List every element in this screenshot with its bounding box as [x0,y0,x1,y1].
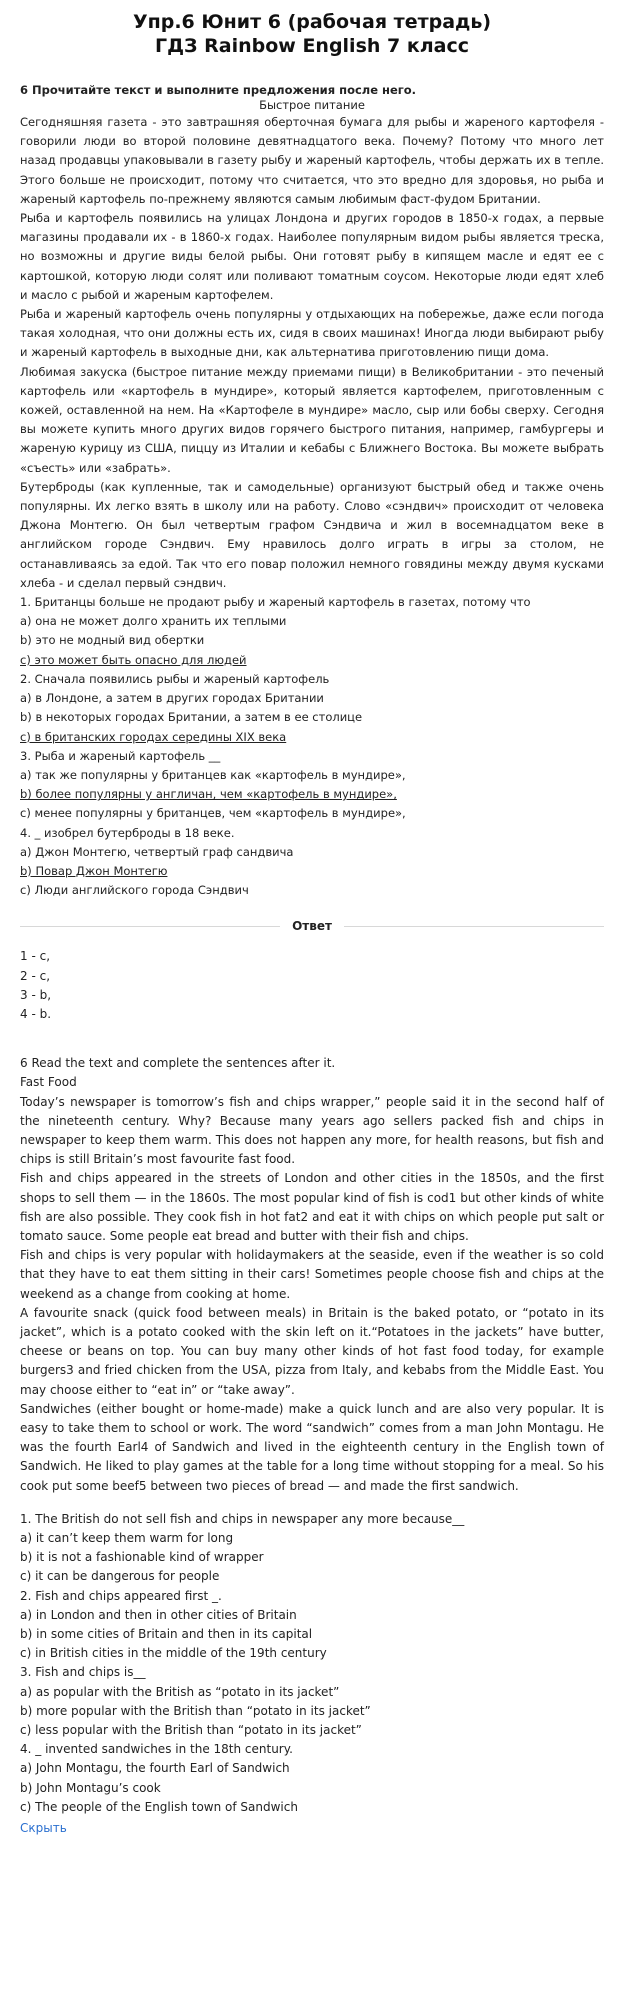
ru-option-correct: c) это может быть опасно для людей [20,652,247,667]
page-title-line-2: ГДЗ Rainbow English 7 класс [154,35,470,57]
en-paragraph: A favourite snack (quick food between meals) in Britain is the baked potato, or “potato in its jacket”, which is a potato cooked with the skin left on it.“Potatoes in the jackets” have butter, cheese or beans on top. You can buy many other kinds of hot fast food today, for example burgers3 and fried chicken from the USA, pizza from Italy, and kebabs from the Middle East. You may choose either to “eat in” or “take away”. [20,1305,604,1397]
page-title-line-1: Упр.6 Юнит 6 (рабочая тетрадь) [132,11,492,33]
en-option: c) The people of the English town of Sandwich [20,1799,298,1814]
en-option: a) in London and then in other cities of Britain [20,1607,297,1622]
answer-divider [20,919,604,933]
en-option: b) it is not a fashionable kind of wrapper [20,1550,264,1565]
en-option: b) John Montagu’s cook [20,1780,161,1795]
en-question: 1. The British do not sell fish and chips in newspaper any more because__ [20,1511,465,1526]
ru-task-heading: 6 Прочитайте текст и выполните предложения после него. [20,83,417,97]
en-option: b) in some cities of Britain and then in its capital [20,1627,313,1642]
ru-option: b) в некоторых городах Британии, а затем в ее столице [20,710,363,725]
spacer [20,1496,604,1510]
ru-option: c) Люди английского города Сэндвич [20,883,249,898]
ru-option: b) это не модный вид обертки [20,633,205,648]
ru-option: a) так же популярны у британцев как «картофель в мундире», [20,767,406,782]
en-option: c) less popular with the British than “potato in its jacket” [20,1723,362,1738]
en-option: a) as popular with the British as “potato in its jacket” [20,1684,340,1699]
divider-line [344,926,604,927]
answer-item: 4 - b. [20,1006,52,1021]
ru-question: 4. _ изобрел бутерброды в 18 веке. [20,825,235,840]
en-option: c) it can be dangerous for people [20,1569,220,1584]
answer-label: Ответ [292,919,332,934]
divider-line [20,926,280,927]
answer-item: 2 - c, [20,968,51,983]
en-option: a) John Montagu, the fourth Earl of Sandwich [20,1761,290,1776]
ru-option: a) Джон Монтегю, четвертый граф сандвича [20,844,294,859]
russian-section [20,83,604,900]
english-section [20,1054,604,1817]
ru-question: 1. Британцы больше не продают рыбу и жареный картофель в газетах, потому что [20,595,531,610]
ru-option-correct: b) Повар Джон Монтегю [20,863,168,878]
en-option: a) it can’t keep them warm for long [20,1531,234,1546]
ru-text-title: Быстрое питание [259,98,365,112]
en-text-title: Fast Food [20,1075,77,1090]
ru-paragraph: Рыба и картофель появились на улицах Лондона и других городов в 1850-х годах, а первые магазины продавали их - в 1860-х годах. Наиболее популярным видом рыбы является треска, но возможны и другие виды белой рыбы. Они готовят рыбу в кипящем масле и едят ее с картошкой, которую люди солят или поливают томатным соусом. Некоторые люди едят хлеб и масло с рыбой и жареным картофелем. [20,211,604,302]
en-question: 3. Fish and chips is__ [20,1665,146,1680]
en-paragraph: Fish and chips appeared in the streets of London and other cities in the 1850s, and the first shops to sell them — in the 1860s. The most popular kind of fish is cod1 but other kinds of white fish are also possible. They cook fish in hot fat2 and eat it with chips on which people put salt or tomato sauce. Some people eat bread and butter with their fish and chips. [20,1171,604,1243]
hide-link[interactable]: Скрыть [20,1821,67,1836]
en-option: b) more popular with the British than “potato in its jacket” [20,1703,371,1718]
ru-option: a) в Лондоне, а затем в других городах Британии [20,691,324,706]
ru-option: a) она не может долго хранить их теплыми [20,614,287,629]
ru-option-correct: b) более популярны у англичан, чем «картофель в мундире», [20,787,397,802]
en-paragraph: Sandwiches (either bought or home-made) make a quick lunch and are also very popular. It is easy to take them to school or work. The word “sandwich” comes from a man John Montagu. He was the fourth Earl4 of Sandwich and lived in the eighteenth century in the English town of Sandwich. He liked to play games at the table for a long time without stopping for a meal. So his cook put some beef5 between two pieces of bread — and made the first sandwich. [20,1401,604,1493]
ru-question: 2. Сначала появились рыбы и жареный картофель [20,671,330,686]
ru-paragraph: Бутерброды (как купленные, так и самодельные) организуют быстрый обед и также очень популярны. Их легко взять в школу или на работу. Слово «сэндвич» происходит от человека Джона Монтегю. Он был четвертым графом Сэндвича и жил в восемнадцатом веке в английском городе Сэндвич. Ему нравилось долго играть в игры за столом, не останавливаясь за едой. Так что его повар положил немного говядины между двумя кусками хлеба - и сделал первый сэндвич. [20,479,604,590]
answer-item: 1 - c, [20,949,51,964]
ru-paragraph: Рыба и жареный картофель очень популярны у отдыхающих на побережье, даже если погода такая холодная, что они должны есть их, сидя в своих машинах! Иногда люди выбирают рыбу и жареный картофель в выходные дни, как альтернатива приготовлению пищи дома. [20,307,604,360]
page-title [20,10,604,58]
ru-paragraph: Любимая закуска (быстрое питание между приемами пищи) в Великобритании - это печеный картофель или «картофель в мундире», который является картофелем, приготовленным с кожей, оставленной на нем. На «Картофеле в мундире» масло, сыр или бобы сверху. Сегодня вы можете купить много других видов горячего быстрого питания, например, гамбургеры и жареную курицу из США, пиццу из Италии и кебабы с Ближнего Востока. Вы можете выбрать «съесть» или «забрать». [20,364,604,475]
en-paragraph: Today’s newspaper is tomorrow’s fish and chips wrapper,” people said it in the second half of the nineteenth century. Why? Because many years ago sellers packed fish and chips in newspaper to keep them warm. This does not happen any more, for health reasons, but fish and chips is still Britain’s most favourite fast food. [20,1094,604,1167]
en-question: 4. _ invented sandwiches in the 18th century. [20,1742,293,1757]
answer-item: 3 - b, [20,987,52,1002]
en-option: c) in British cities in the middle of the 19th century [20,1646,327,1661]
en-paragraph: Fish and chips is very popular with holidaymakers at the seaside, even if the weather is so cold that they have to eat them sitting in their cars! Sometimes people choose fish and chips at the weekend as a change from cooking at home. [20,1248,604,1301]
ru-option-correct: c) в британских городах середины XIX века [20,729,287,744]
en-task-heading: 6 Read the text and complete the sentences after it. [20,1056,336,1071]
en-question: 2. Fish and chips appeared first _. [20,1588,222,1603]
ru-paragraph: Сегодняшняя газета - это завтрашняя оберточная бумага для рыбы и жареного картофеля - говорили люди во второй половине девятнадцатого века. Почему? Потому что много лет назад продавцы упаковывали в газету рыбу и жареный картофель, чтобы держать их в тепле. Этого больше не происходит, потому что считается, что это вредно для здоровья, но рыба и жареный картофель по-прежнему являются самым любимым фаст-фудом Британии. [20,115,604,206]
answers-list [20,947,604,1024]
ru-question: 3. Рыба и жареный картофель __ [20,748,221,763]
ru-option: c) менее популярны у британцев, чем «картофель в мундире», [20,806,406,821]
